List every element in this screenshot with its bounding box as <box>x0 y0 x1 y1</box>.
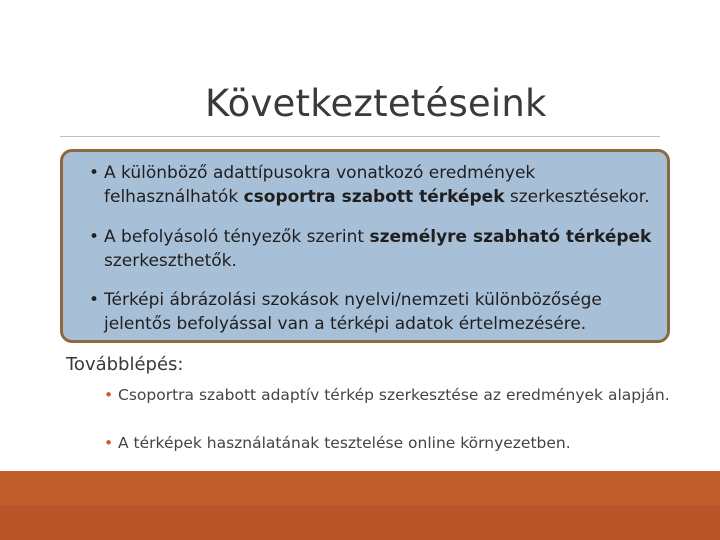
conclusions-callout <box>60 149 670 343</box>
slide-title: Következtetéseink <box>205 82 547 125</box>
conclusion-item-3 <box>89 288 674 336</box>
bullet-icon: • <box>104 386 114 404</box>
conclusion-text: szerkeszthetők. <box>104 251 237 271</box>
conclusion-emphasis: személyre szabható térképek <box>369 227 652 247</box>
footer-band <box>0 471 720 505</box>
next-step-item-1 <box>104 385 678 405</box>
conclusion-item-2 <box>89 225 674 273</box>
bullet-icon: • <box>104 434 114 452</box>
conclusion-text: Térképi ábrázolási szokások nyelvi/nemzeti különbözősége jelentős befolyással van a térképi adatok értelmezésére. <box>104 290 602 334</box>
conclusion-emphasis: csoportra szabott térképek <box>243 187 505 207</box>
next-steps-heading: Továbblépés: <box>66 354 184 375</box>
title-divider <box>60 136 660 137</box>
footer-bar <box>0 471 720 540</box>
bullet-icon: • <box>89 163 100 183</box>
bullet-icon: • <box>89 227 100 247</box>
conclusion-item-1 <box>89 161 674 209</box>
conclusion-text: szerkesztésekor. <box>504 187 650 207</box>
next-step-text: Csoportra szabott adaptív térkép szerkesztése az eredmények alapján. <box>118 386 670 404</box>
bullet-icon: • <box>89 290 100 310</box>
conclusion-text: A különböző adattípusokra vonatkozó eredmények felhasználhatók <box>104 163 536 207</box>
conclusion-text: A befolyásoló tényezők szerint <box>104 227 370 247</box>
next-step-text: A térképek használatának tesztelése online környezetben. <box>118 434 571 452</box>
next-step-item-2 <box>104 433 678 453</box>
